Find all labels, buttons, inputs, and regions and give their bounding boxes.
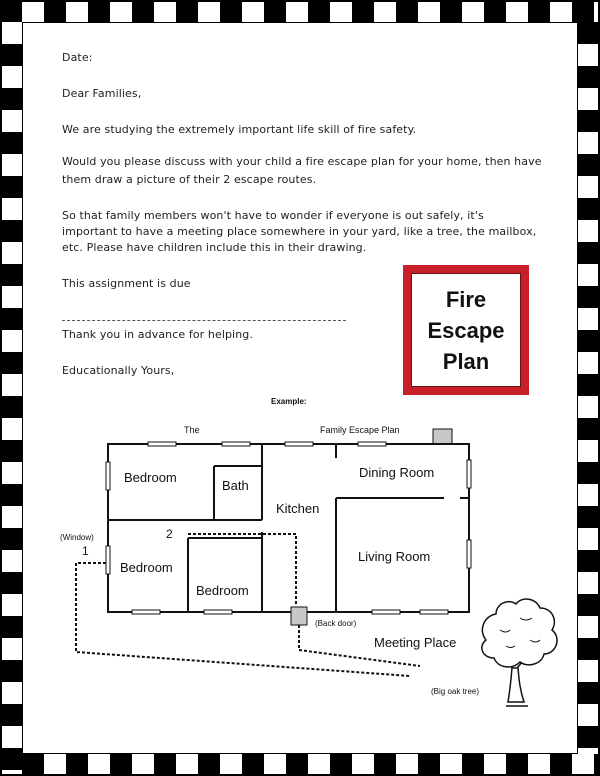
closing-text: Educationally Yours, [62,364,175,377]
room-bedroom-top: Bedroom [124,470,177,485]
greeting: Dear Families, [62,87,142,100]
room-bedroom-left: Bedroom [120,560,173,575]
back-door-box [291,607,307,625]
route-1-number: 1 [82,544,89,558]
paragraph-2-line-2: them draw a picture of their 2 escape routes. [62,173,317,186]
paragraph-3-line-2: important to have a meeting place somewhere in your yard, like a tree, the mailbox, [62,225,537,238]
example-heading: Example: [271,397,307,406]
back-door-label: (Back door) [315,619,357,628]
paragraph-3-line-3: etc. Please have children include this in their drawing. [62,241,367,254]
route-2-number: 2 [166,527,173,541]
date-label: Date: [62,51,93,64]
family-escape-plan-label: Family Escape Plan [320,425,400,435]
room-living: Living Room [358,549,431,564]
tree-label: (Big oak tree) [431,687,480,696]
sign-line-3: Plan [442,348,490,374]
meeting-place-label: Meeting Place [374,635,457,650]
room-bedroom-small: Bedroom [196,583,249,598]
sign-line-2: Escape [427,317,505,343]
paragraph-3-line-1: So that family members won't have to wonder if everyone is out safely, it's [62,209,484,222]
paragraph-1: We are studying the extremely important life skill of fire safety. [62,123,417,136]
sign-line-1: Fire [445,286,487,312]
chimney-box [433,429,452,444]
oak-tree-icon [482,599,557,706]
window-label: (Window) [60,533,94,542]
paragraph-2-line-1: Would you please discuss with your child a fire escape plan for your home, then have [62,155,542,168]
room-kitchen: Kitchen [276,501,320,516]
room-dining: Dining Room [359,465,435,480]
the-label: The [184,425,200,435]
room-bath: Bath [222,478,249,493]
due-label: This assignment is due [62,277,191,290]
thanks-text: Thank you in advance for helping. [62,328,253,341]
